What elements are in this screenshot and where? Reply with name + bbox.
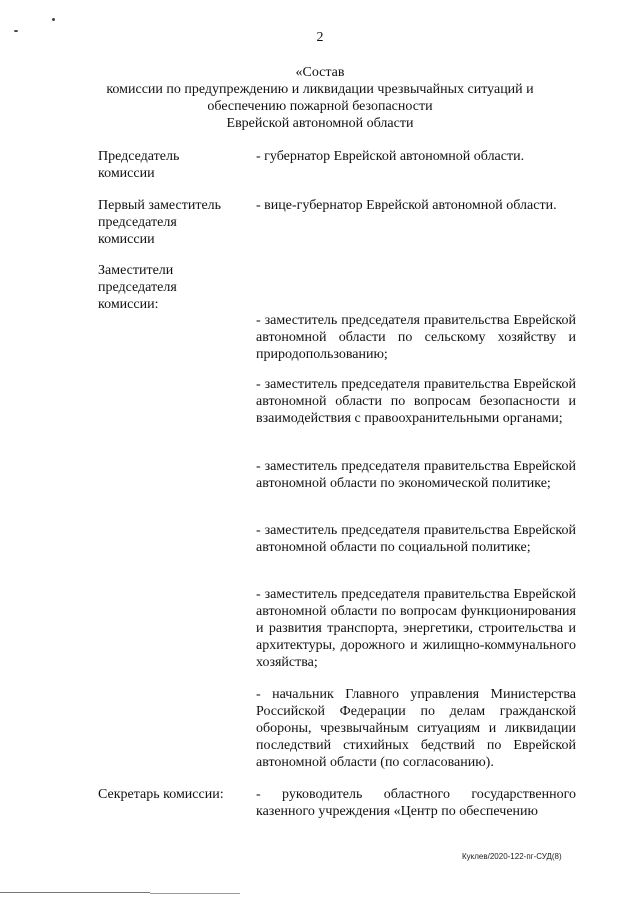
- document-code: Куклев/2020-122-пг-СУД(8): [462, 852, 562, 861]
- title-line: «Состав: [295, 65, 345, 80]
- first-deputy-label: Первый заместитель председателя комиссии: [98, 198, 222, 247]
- deputy-item: - заместитель председателя правительства Еврейской автономной области по вопросам безопасности и взаимодействия с правоохранительными органами;: [256, 377, 576, 426]
- deputy-item: - заместитель председателя правительства Еврейской автономной области по сельскому хозяйству и природопользованию;: [256, 313, 576, 362]
- secretary-value: - руководитель областного государственного казенного учреждения «Центр по обеспечению: [256, 787, 576, 819]
- page-number: 2: [316, 30, 324, 45]
- scan-speck: [52, 18, 55, 21]
- deputy-item: - заместитель председателя правительства Еврейской автономной области по социальной политике;: [256, 523, 576, 555]
- scan-edge-line: [0, 892, 150, 893]
- secretary-label: Секретарь комиссии:: [98, 787, 224, 802]
- title-line: комиссии по предупреждению и ликвидации чрезвычайных ситуаций и: [106, 82, 534, 97]
- title-line: Еврейской автономной области: [226, 116, 414, 131]
- document-title: [60, 64, 580, 132]
- deputy-item: - начальник Главного управления Министерства Российской Федерации по делам гражданской обороны, чрезвычайным ситуациям и ликвидации последствий стихийных бедствий по Еврейской автономной области (по согласованию).: [256, 687, 576, 770]
- deputy-item: - заместитель председателя правительства Еврейской автономной области по экономической политике;: [256, 459, 576, 491]
- title-line: обеспечению пожарной безопасности: [207, 99, 433, 114]
- chairman-value: - губернатор Еврейской автономной области.: [256, 149, 525, 164]
- first-deputy-value: - вице-губернатор Еврейской автономной области.: [256, 198, 557, 213]
- deputy-item: - заместитель председателя правительства Еврейской автономной области по вопросам функционирования и развития транспорта, энергетики, строительства и архитектуры, дорожного и жилищно-коммунального хозяйства;: [256, 587, 576, 670]
- scan-edge-line: [150, 893, 240, 894]
- chairman-label: Председатель комиссии: [98, 149, 180, 181]
- deputies-label: Заместители председателя комиссии:: [98, 263, 177, 312]
